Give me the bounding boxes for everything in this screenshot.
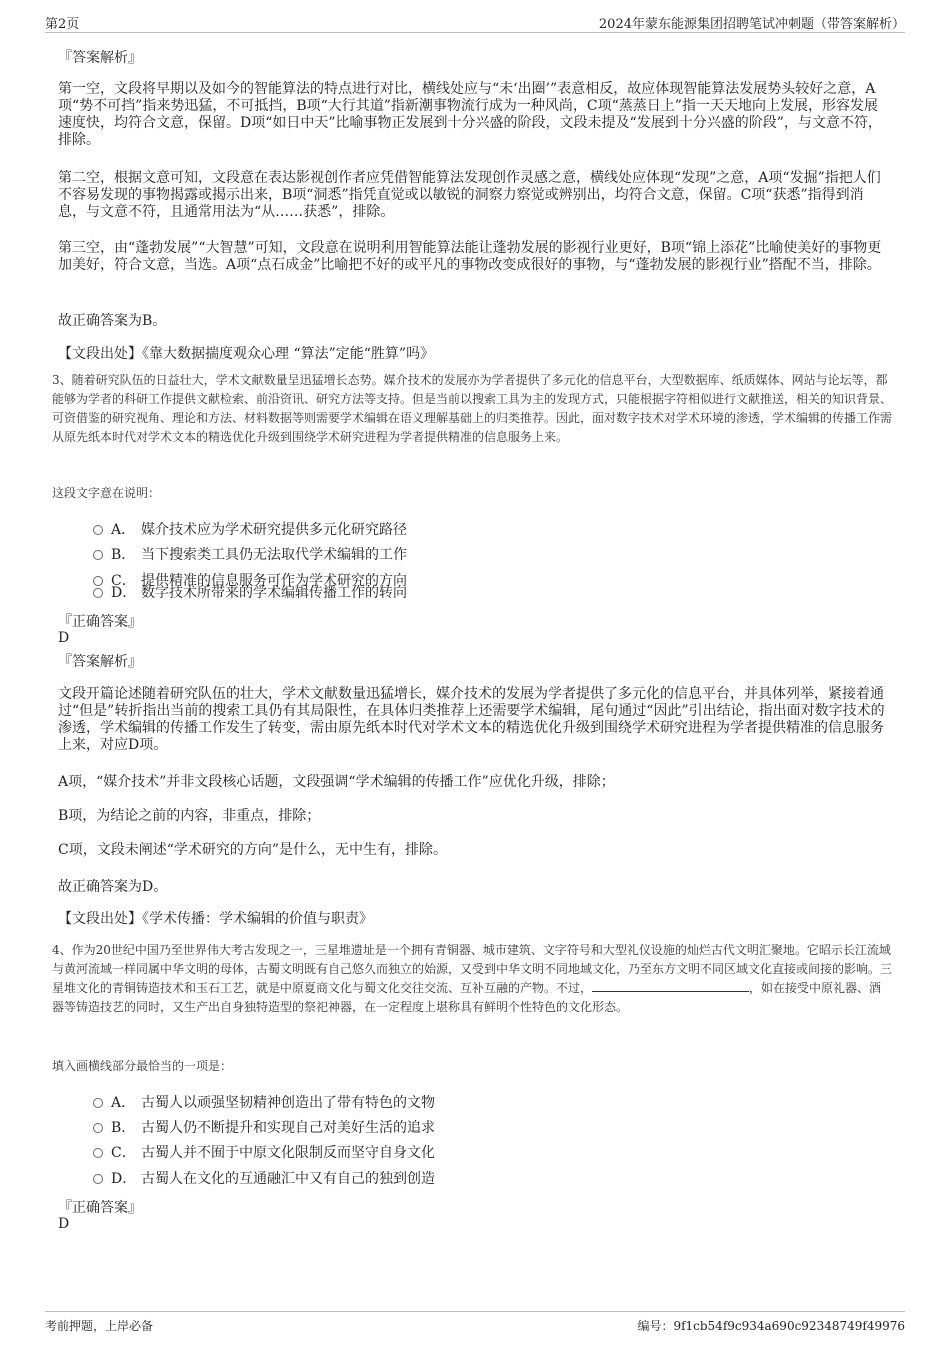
q3-option-a[interactable]: [93, 519, 407, 539]
q3-analysis-label: 『答案解析』: [58, 654, 142, 670]
option-text: 古蜀人在文化的互通融汇中又有自己的独到创造: [141, 1171, 435, 1187]
q3-prompt: 这段文字意在说明：: [52, 486, 161, 500]
q3-option-b[interactable]: [93, 544, 407, 564]
option-text: 古蜀人仍不断提升和实现自己对美好生活的追求: [141, 1120, 435, 1136]
q3-answer-label: 『正确答案』: [58, 614, 142, 630]
q3-explain-b: B项，为结论之前的内容，非重点，排除；: [58, 808, 321, 824]
q2-conclusion: 故正确答案为B。: [58, 313, 167, 329]
q4-stem-before: 4、作为20世纪中国乃至世界伟大考古发现之一，三星堆遗址是一个拥有青铜器、城市建筑、文字符号和大型礼仪设施的灿烂古代文明汇聚地。它昭示长江流域与黄河流域一样同属中华文明的母体，古蜀文明既有自己悠久而独立的始源，又受到中华文明不同地域文化，乃至东方文明不同区域文化直接或间接的影响。三星堆文化的青铜铸造技术和玉石工艺，就是中原夏商文化与蜀文化交往交流、互补互融的产物。不过，: [52, 943, 893, 995]
q3-source: 【文段出处】《学术传播：学术编辑的价值与职责》: [58, 911, 373, 927]
page-footer: [45, 1311, 905, 1336]
radio-icon[interactable]: [93, 1123, 103, 1133]
q4-stem: [52, 941, 892, 1017]
q2-source: 【文段出处】《靠大数据揣度观众心理 “算法”定能“胜算”吗》: [58, 346, 435, 362]
q3-stem: 3、随着研究队伍的日益壮大，学术文献数量呈迅猛增长态势。媒介技术的发展亦为学者提供了多元化的信息平台，大型数据库、纸质媒体、网站与论坛等，都能够为学者的科研工作提供文献检索、前沿资讯、研究方法等支持。但是当前以搜索工具为主的发现方式，只能根据字符相似进行文献推送，相关的知识背景、可资借鉴的研究视角、理论和方法、材料数据等则需要学术编辑在语义理解基础上的归类推荐。因此，面对数字技术对学术环境的渗透，学术编辑的传播工作需从原先纸本时代对学术文本的精选优化升级到围绕学术研究进程为学者提供精准的信息服务上来。: [52, 373, 893, 444]
q4-answer-label: 『正确答案』: [58, 1200, 142, 1216]
q3-answer: D: [58, 630, 70, 646]
q4-option-d[interactable]: [93, 1168, 435, 1188]
option-letter: B．: [111, 547, 136, 563]
page-header: [45, 10, 905, 33]
document-title: 2024年蒙东能源集团招聘笔试冲刺题（带答案解析）: [598, 17, 905, 32]
option-text: 当下搜索类工具仍无法取代学术编辑的工作: [141, 547, 407, 563]
q3-conclusion: 故正确答案为D。: [58, 879, 168, 895]
option-letter: D．: [111, 585, 137, 601]
footer-slogan: 考前押题，上岸必备: [45, 1319, 154, 1333]
radio-icon[interactable]: [93, 588, 103, 598]
document-id: 编号：9f1cb54f9c934a690c92348749f49976: [637, 1319, 905, 1333]
radio-icon[interactable]: [93, 550, 103, 560]
q4-answer: D: [58, 1216, 70, 1232]
q2-analysis-label: 『答案解析』: [58, 50, 142, 66]
q3-explain-c: C项，文段未阐述“学术研究的方向”是什么，无中生有，排除。: [58, 842, 448, 858]
radio-icon[interactable]: [93, 1174, 103, 1184]
option-letter: A．: [111, 522, 136, 538]
option-text: 数字技术所带来的学术编辑传播工作的转向: [141, 585, 407, 601]
q4-option-a[interactable]: [93, 1092, 435, 1112]
option-text: 古蜀人并不囿于中原文化限制反而坚守自身文化: [141, 1145, 435, 1161]
q2-analysis-p2: 第二空，根据文意可知，文段意在表达影视创作者应凭借智能算法发现创作灵感之意，横线处应体现“发现”之意，A项“发掘”指把人们不容易发现的事物揭露或揭示出来，B项“洞悉”指凭直觉或以敏锐的洞察力察觉或辨别出，均符合文意，保留。C项“获悉”指得到消息，与文意不符，且通常用法为“从……获悉”，排除。: [58, 170, 881, 220]
q3-option-d[interactable]: [93, 582, 407, 602]
radio-icon[interactable]: [93, 1098, 103, 1108]
page-number: 第2页: [45, 17, 80, 32]
option-letter: D．: [111, 1171, 137, 1187]
radio-icon[interactable]: [93, 525, 103, 535]
option-text: 提供精准的信息服务可作为学术研究的方向: [141, 573, 407, 589]
q4-stem-after: ，如在接受中原礼器、酒器等铸造技艺的同时，又生产出自身独特造型的祭祀神器，在一定程度上堪称具有鲜明个性特色的文化形态。: [52, 981, 882, 1014]
q3-explain-a: A项，“媒介技术”并非文段核心话题，文段强调“学术编辑的传播工作”应优化升级，排除；: [58, 774, 615, 790]
option-letter: B．: [111, 1120, 136, 1136]
option-text: 古蜀人以顽强坚韧精神创造出了带有特色的文物: [141, 1095, 435, 1111]
option-letter: C．: [111, 573, 136, 589]
q4-prompt: 填入画横线部分最恰当的一项是：: [52, 1059, 233, 1073]
option-letter: C．: [111, 1145, 136, 1161]
q2-analysis-p3: 第三空，由“蓬勃发展”“大智慧”可知，文段意在说明利用智能算法能让蓬勃发展的影视行业更好，B项“锦上添花”比喻使美好的事物更加美好，符合文意，当选。A项“点石成金”比喻把不好的或平凡的事物改变成很好的事物，与“蓬勃发展的影视行业”搭配不当，排除。: [58, 240, 882, 273]
q2-analysis-p1: 第一空，文段将早期以及如今的智能算法的特点进行对比，横线处应与“未‘出圈’”表意相反，故应体现智能算法发展势头较好之意，A项“势不可挡”指来势迅猛，不可抵挡，B项“大行其道”指新潮事物流行成为一种风尚，C项“蒸蒸日上”指一天天地向上发展，形容发展速度快，均符合文意，保留。D项“如日中天”比喻事物正发展到十分兴盛的阶段，文段未提及“发展到十分兴盛的阶段”，与文意不符，排除。: [58, 81, 882, 148]
radio-icon[interactable]: [93, 1148, 103, 1158]
q4-option-b[interactable]: [93, 1117, 435, 1137]
q4-option-c[interactable]: [93, 1142, 435, 1162]
option-text: 媒介技术应为学术研究提供多元化研究路径: [141, 522, 407, 538]
q3-analysis: 文段开篇论述随着研究队伍的壮大，学术文献数量迅猛增长，媒介技术的发展为学者提供了多元化的信息平台，并具体列举，紧接着通过“但是”转折指出当前的搜索工具仍有其局限性，在具体归类推荐上还需要学术编辑，尾句通过“因此”引出结论，指出面对数字技术的渗透，学术编辑的传播工作发生了转变，需由原先纸本时代对学术文本的精选优化升级到围绕学术研究进程为学者提供精准的信息服务上来，对应D项。: [58, 686, 885, 753]
fill-in-blank: [592, 979, 749, 992]
option-letter: A．: [111, 1095, 136, 1111]
